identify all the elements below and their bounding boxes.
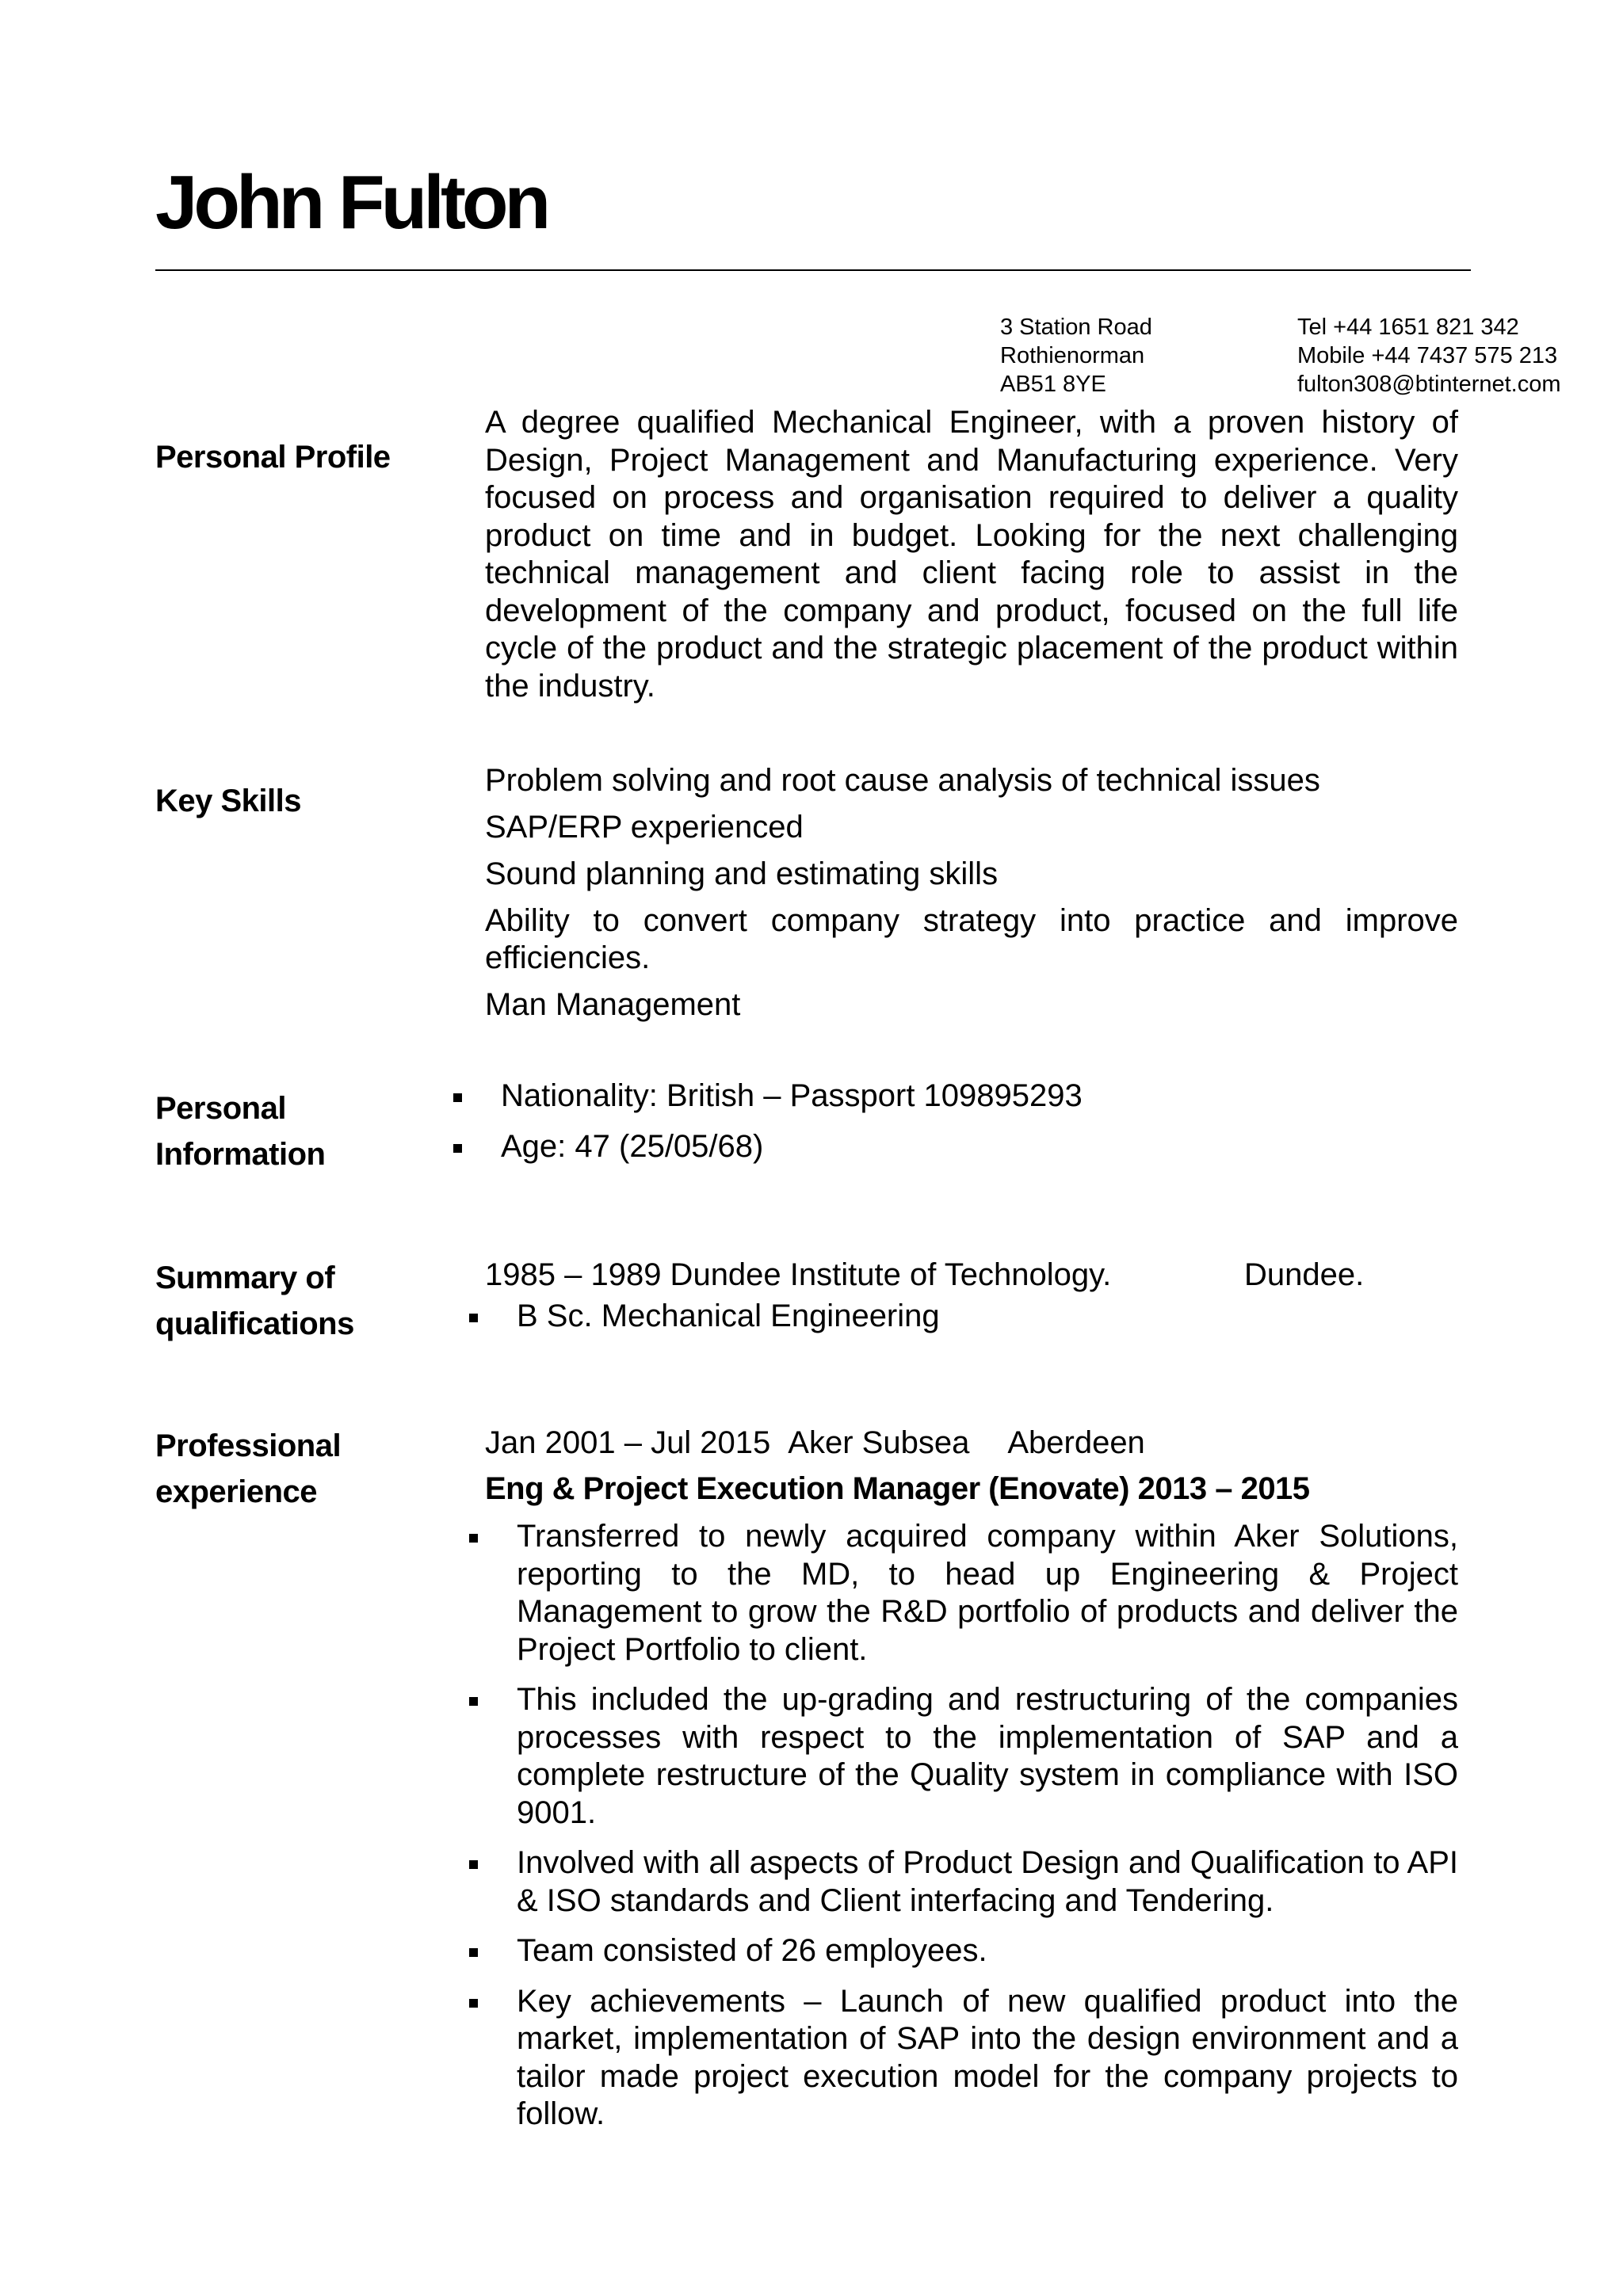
skill-item: Problem solving and root cause analysis of technical issues — [485, 763, 1320, 798]
job-title: Eng & Project Execution Manager (Enovate) 2013 – 2015 — [485, 1471, 1310, 1506]
responsibility: Team consisted of 26 employees. — [517, 1933, 987, 1968]
square-bullet-icon — [469, 1860, 478, 1869]
experience-block — [485, 1420, 1458, 2146]
employer: Aker Subsea — [788, 1425, 970, 1460]
responsibility: Transferred to newly acquired company within Aker Solutions, reporting to the MD, to head up Engineering & Project Management to grow the R&D portfolio of products and deliver the Project Portfolio to client. — [517, 1519, 1458, 1667]
square-bullet-icon — [469, 1999, 478, 2008]
address-line: AB51 8YE — [1000, 372, 1106, 397]
square-bullet-icon — [453, 1093, 462, 1102]
list-item — [501, 1932, 1458, 1970]
info-text: Age: 47 (25/05/68) — [501, 1128, 764, 1164]
list-item — [501, 1983, 1458, 2134]
section-label-skills: Key Skills — [155, 784, 302, 818]
telephone: Tel +44 1651 821 342 — [1297, 315, 1519, 340]
section-label-qualifications — [155, 1255, 354, 1347]
skill-item: Man Management — [485, 987, 741, 1022]
personal-info-list — [485, 1077, 1458, 1178]
list-item — [485, 1077, 1458, 1116]
mobile: Mobile +44 7437 575 213 — [1297, 343, 1558, 368]
label-line: Professional — [155, 1428, 342, 1463]
address-line: Rothienorman — [1000, 343, 1145, 368]
label-line: qualifications — [155, 1306, 354, 1341]
employment-period: Jan 2001 – Jul 2015 — [485, 1425, 771, 1460]
section-label-personal — [155, 1085, 325, 1177]
square-bullet-icon — [469, 1534, 478, 1543]
responsibility: This included the up-grading and restructuring of the companies processes with respect to the implementation of SAP and a complete restructure of the Quality system in compliance with ISO 9001. — [517, 1682, 1458, 1830]
square-bullet-icon — [453, 1144, 462, 1153]
label-line: Personal — [155, 1091, 286, 1126]
qualification-list — [501, 1298, 1458, 1336]
square-bullet-icon — [469, 1314, 478, 1322]
employment-row — [485, 1420, 1458, 1466]
skills-list — [485, 762, 1458, 1033]
list-item — [501, 1844, 1458, 1920]
address-line: 3 Station Road — [1000, 315, 1152, 340]
address-block — [1000, 313, 1152, 399]
qualification-period: 1985 – 1989 Dundee Institute of Technology. — [485, 1257, 1112, 1292]
employment-location: Aberdeen — [1007, 1425, 1145, 1460]
list-item — [485, 1128, 1458, 1166]
list-item — [501, 1681, 1458, 1832]
list-item — [501, 1518, 1458, 1669]
skill-item: Sound planning and estimating skills — [485, 856, 999, 891]
responsibilities-list — [501, 1518, 1458, 2134]
section-label-experience — [155, 1423, 341, 1515]
profile-text: A degree qualified Mechanical Engineer, with a proven history of Design, Project Management and Manufacturing experience. Very focused on process and organisation required to deliver a quality product on time and in budget. Looking for the next challenging technical management and client facing role to assist in the development of the company and product, focused on the full life cycle of the product and the strategic placement of the product within the industry. — [485, 405, 1458, 704]
contact-details — [1297, 313, 1561, 399]
label-line: experience — [155, 1474, 318, 1509]
qualification-location: Dundee. — [1244, 1257, 1365, 1292]
candidate-name: John Fulton — [155, 160, 548, 245]
label-line: Information — [155, 1137, 326, 1172]
responsibility: Involved with all aspects of Product Design and Qualification to API & ISO standards and Client interfacing and Tendering. — [517, 1845, 1458, 1918]
label-line: Summary of — [155, 1261, 335, 1295]
square-bullet-icon — [469, 1697, 478, 1706]
degree: B Sc. Mechanical Engineering — [517, 1299, 940, 1333]
section-label-profile: Personal Profile — [155, 440, 391, 475]
qualification-block — [485, 1252, 1458, 1348]
square-bullet-icon — [469, 1948, 478, 1957]
header-divider — [155, 269, 1471, 271]
info-text: Nationality: British – Passport 109895293 — [501, 1078, 1083, 1113]
responsibility: Key achievements – Launch of new qualified product into the market, implementation of SAP into the design environment and a tailor made project execution model for the company projects to follow. — [517, 1983, 1458, 2131]
skill-item: Ability to convert company strategy into practice and improve efficiencies. — [485, 903, 1458, 975]
list-item — [501, 1298, 1458, 1336]
qualification-row — [485, 1252, 1458, 1298]
email: fulton308@btinternet.com — [1297, 372, 1561, 397]
skill-item: SAP/ERP experienced — [485, 810, 804, 845]
